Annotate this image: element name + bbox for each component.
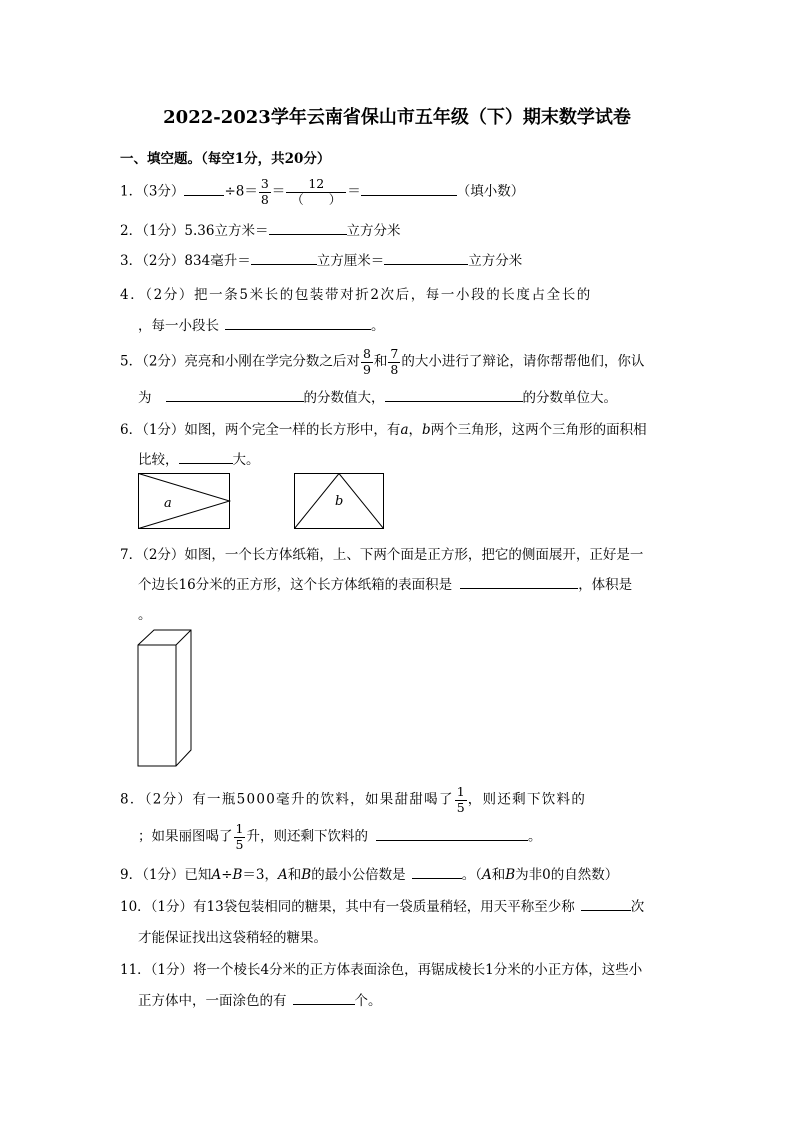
- fraction-denominator: 5: [235, 836, 244, 852]
- fraction-numerator: 12: [286, 178, 346, 193]
- question-4-line2: [138, 314, 385, 334]
- fraction: [234, 823, 246, 851]
- q9-suffix: 。（: [461, 867, 482, 883]
- question-7-line2: [138, 573, 632, 593]
- page-title: 2022-2023学年云南省保山市五年级（下）期末数学试卷: [163, 107, 631, 128]
- answer-blank[interactable]: [225, 316, 371, 330]
- question-1: [120, 178, 524, 206]
- var-B: B: [301, 867, 312, 883]
- fraction-numerator: 7: [390, 346, 399, 361]
- fraction: [388, 348, 400, 376]
- fraction: [455, 786, 467, 814]
- question-7: 7．（2分）如图，一个长方体纸箱，上、下两个面是正方形，把它的侧面展开，正好是一: [120, 547, 644, 563]
- answer-blank[interactable]: [166, 388, 304, 402]
- q3-prefix: 3．（2分）834毫升＝: [120, 253, 251, 269]
- q9-and: 和: [287, 867, 302, 883]
- q9-prefix: 9．（1分）已知: [120, 867, 212, 883]
- q5-line2-mid: 的分数值大，: [303, 390, 385, 406]
- question-4: 4．（2分）把一条5米长的包装带对折2次后，每一小段的长度占全长的: [120, 287, 592, 303]
- fraction-denominator[interactable]: （ ）: [291, 191, 342, 207]
- fraction-numerator: 1: [235, 821, 244, 836]
- q8-line2-mid: 升，则还剩下饮料的: [246, 828, 368, 845]
- q6-line2-suffix: 大。: [232, 452, 260, 468]
- q9-end: 为非0的自然数）: [515, 867, 619, 883]
- q5-line2-suffix: 的分数单位大。: [522, 390, 617, 406]
- answer-blank[interactable]: [179, 450, 233, 464]
- cuboid-box-figure: [137, 629, 195, 769]
- q3-suffix: 立方分米: [468, 253, 523, 269]
- q7-line2-prefix: 个边长16分米的正方形，这个长方体纸箱的表面积是: [138, 577, 453, 593]
- question-3: [120, 249, 522, 269]
- fraction-denominator: 8: [260, 191, 269, 207]
- q9-div: ÷: [221, 867, 233, 883]
- var-b: b: [422, 422, 431, 438]
- answer-blank[interactable]: [293, 991, 355, 1005]
- fraction-numerator: 8: [362, 346, 371, 361]
- answer-blank[interactable]: [460, 575, 578, 589]
- q6-line2-prefix: 比较，: [138, 452, 179, 468]
- var-a: a: [400, 422, 409, 438]
- question-8-line2: [138, 823, 541, 851]
- q3-mid: 立方厘米＝: [316, 253, 385, 269]
- rectangle-triangle-a-figure: [138, 473, 232, 531]
- section-heading: 一、填空题。（每空1分，共20分）: [120, 151, 331, 167]
- q11-line2-prefix: 正方体中，一面涂色的有: [138, 993, 287, 1009]
- answer-blank[interactable]: [376, 827, 528, 841]
- label-b: b: [335, 494, 344, 509]
- q9-mid: 的最小公倍数是: [311, 867, 406, 883]
- question-9: [120, 863, 618, 883]
- q11-line2-suffix: 个。: [354, 993, 382, 1009]
- q7-line2-suffix: ，体积是: [578, 577, 633, 593]
- q1-div: ÷8＝: [224, 183, 258, 200]
- answer-blank[interactable]: [251, 251, 317, 265]
- q1-prefix: 1．（3分）: [120, 183, 185, 200]
- q6-line1: 6．（1分）如图，两个完全一样的长方形中，有: [120, 422, 401, 438]
- q6-sep: ，: [408, 422, 422, 438]
- question-10-line2: 才能保证找出这袋稍轻的糖果。: [138, 930, 327, 946]
- fraction-numerator: 3: [260, 176, 269, 191]
- q4-line2-suffix: 。: [371, 318, 385, 334]
- q1-suffix: （填小数）: [456, 183, 525, 200]
- fraction: [361, 348, 373, 376]
- answer-blank[interactable]: [385, 388, 523, 402]
- q4-line2-prefix: ，每一小段长: [138, 318, 219, 334]
- fraction: [259, 178, 271, 206]
- q5-line2-prefix: 为: [138, 390, 152, 406]
- answer-blank[interactable]: [581, 897, 631, 911]
- q10-line1-suffix: 次: [630, 899, 645, 915]
- q9-eq: ＝3，: [242, 867, 279, 883]
- answer-blank[interactable]: [269, 221, 347, 235]
- question-7-line3: 。: [138, 607, 152, 623]
- q8-line2-prefix: ；如果丽图喝了: [138, 828, 233, 845]
- q1-eq: ＝: [271, 183, 286, 200]
- fraction-denominator: 8: [390, 361, 399, 377]
- q2-suffix: 立方分米: [346, 223, 401, 239]
- var-A: A: [481, 867, 492, 883]
- question-11-line2: [138, 989, 382, 1009]
- q8-line1-prefix: 8．（2分）有一瓶5000毫升的饮料，如果甜甜喝了: [120, 791, 454, 808]
- var-A: A: [211, 867, 222, 883]
- fraction-numerator: 1: [456, 784, 465, 799]
- q5-and: 和: [373, 353, 388, 370]
- question-8: [120, 786, 586, 814]
- answer-blank[interactable]: [412, 865, 462, 879]
- label-a: a: [164, 496, 172, 511]
- q2-prefix: 2．（1分）5.36立方米＝: [120, 223, 269, 239]
- question-11: 11．（1分）将一个棱长4分米的正方体表面涂色，再锯成棱长1分米的小正方体，这些小: [120, 962, 643, 978]
- q8-line2-suffix: 。: [527, 828, 542, 845]
- var-B: B: [505, 867, 516, 883]
- fraction-denominator: 9: [362, 361, 371, 377]
- fraction-denominator: 5: [456, 799, 465, 815]
- question-10: [120, 895, 644, 915]
- q1-eq2: ＝: [347, 183, 361, 200]
- question-5: [120, 348, 644, 376]
- fraction: [286, 178, 346, 206]
- q8-line1-suffix: ，则还剩下饮料的: [467, 791, 587, 808]
- question-2: [120, 219, 401, 239]
- q6-line1-suffix: 两个三角形，这两个三角形的面积相: [430, 422, 647, 438]
- q10-line1-prefix: 10．（1分）有13袋包装相同的糖果，其中有一袋质量稍轻，用天平称至少称: [120, 899, 575, 915]
- q9-and2: 和: [491, 867, 506, 883]
- rectangle-triangle-b-figure: [294, 473, 386, 531]
- answer-blank[interactable]: [184, 182, 224, 196]
- q5-suffix: 的大小进行了辩论，请你帮帮他们，你认: [401, 353, 645, 370]
- q5-prefix: 5．（2分）亮亮和小刚在学完分数之后对: [120, 353, 360, 370]
- question-5-line2: [138, 386, 617, 406]
- answer-blank[interactable]: [361, 182, 457, 196]
- question-6: [120, 418, 647, 438]
- var-B: B: [232, 867, 243, 883]
- var-A: A: [278, 867, 288, 883]
- answer-blank[interactable]: [384, 251, 468, 265]
- question-6-line2: [138, 448, 260, 468]
